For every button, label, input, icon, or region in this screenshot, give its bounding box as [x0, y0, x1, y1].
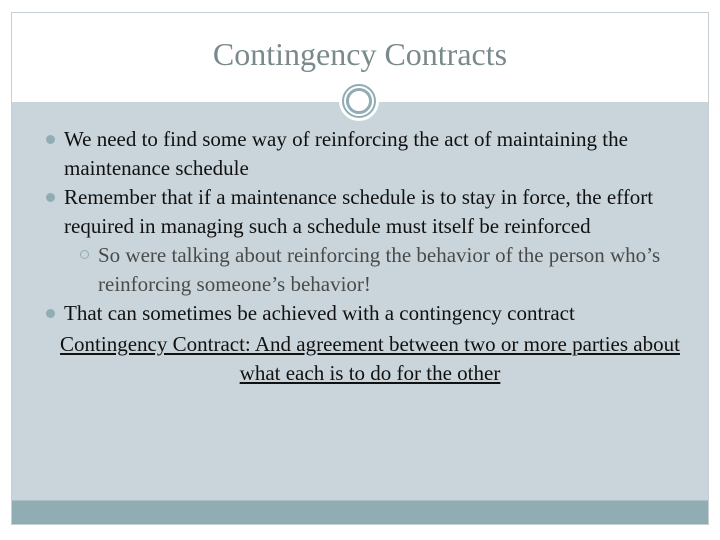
definition-text: Contingency Contract: And agreement between two or more parties about what each is to do for the other — [60, 332, 680, 385]
footer-band — [12, 500, 708, 524]
body-text — [40, 125, 700, 388]
bullet-item — [40, 183, 700, 241]
bullet-text: Remember that if a maintenance schedule is to stay in force, the effort required in managing such a schedule must itself be reinforced — [64, 185, 654, 238]
ring-inner — [346, 88, 372, 114]
filled-circle-bullet-icon — [46, 135, 55, 144]
bullet-text: We need to find some way of reinforcing the act of maintaining the maintenance schedule — [64, 127, 628, 180]
ring-icon — [339, 81, 379, 121]
bullet-item — [40, 299, 700, 328]
filled-circle-bullet-icon — [46, 309, 55, 318]
sub-bullet-text: So were talking about reinforcing the behavior of the person who’s reinforcing someone’s behavior! — [98, 243, 661, 296]
bullet-item — [40, 125, 700, 183]
slide — [11, 12, 709, 525]
slide-title: Contingency Contracts — [212, 36, 508, 72]
bullet-text: That can sometimes be achieved with a contingency contract — [64, 301, 575, 325]
hollow-circle-bullet-icon — [80, 250, 89, 259]
sub-bullet-item — [40, 241, 700, 299]
filled-circle-bullet-icon — [46, 193, 55, 202]
